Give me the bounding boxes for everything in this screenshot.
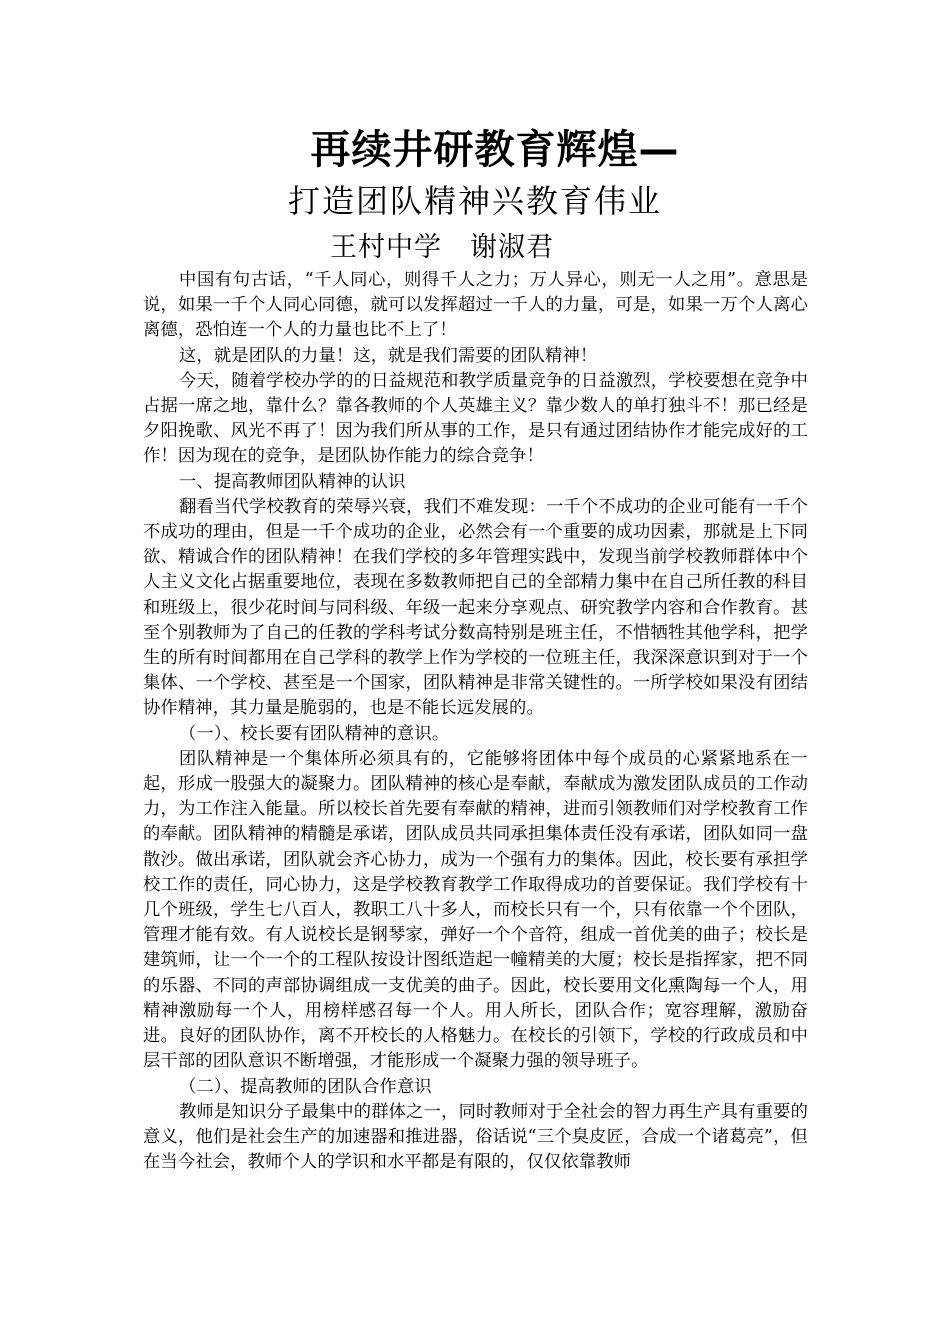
paragraph: 翻看当代学校教育的荣辱兴衰，我们不难发现：一千个不成功的企业可能有一千个不成功的理由，但是一千个成功的企业，必然会有一个重要的成功因素，那就是上下同欲、精诚合作的团队精神！在我们学校的多年管理实践中，发现当前学校教师群体中个人主义文化占据重要地位，表现在多数教师把自己的全部精力集中在自己所任教的科目和班级上，很少花时间与同科级、年级一起来分享观点、研究教学内容和合作教育。甚至个别教师为了自己的任教的学科考试分数高特别是班主任，不惜牺牲其他学科，把学生的所有时间都用在自己学科的教学上作为学校的一位班主任，我深深意识到对于一个集体、一个学校、甚至是一个国家，团队精神是非常关键性的。一所学校如果没有团结协作精神，其力量是脆弱的，也是不能长远发展的。: [143, 496, 808, 719]
document-title: 再续井研教育辉煌—: [310, 127, 680, 173]
document-body: [143, 268, 808, 1175]
document-subtitle: 打造团队精神兴教育伟业: [287, 182, 662, 220]
subsection-heading: （一）、校长要有团队精神的意识。: [179, 723, 450, 744]
paragraph: 教师是知识分子最集中的群体之一，同时教师对于全社会的智力再生产具有重要的意义，他们是社会生产的加速器和推进器，俗话说“三个臭皮匠，合成一个诸葛亮”，但在当今社会，教师个人的学识和水平都是有限的，仅仅依靠教师: [143, 1101, 808, 1173]
subsection-heading: （二）、提高教师的团队合作意识: [179, 1076, 432, 1097]
paragraph: 团队精神是一个集体所必须具有的，它能够将团体中每个成员的心紧紧地系在一起，形成一股强大的凝聚力。团队精神的核心是奉献，奉献成为激发团队成员的工作动力，为工作注入能量。所以校长首先要有奉献的精神，进而引领教师们对学校教育工作的奉献。团队精神的精髓是承诺，团队成员共同承担集体责任没有承诺，团队如同一盘散沙。做出承诺，团队就会齐心协力，成为一个强有力的集体。因此，校长要有承担学校工作的责任，同心协力，这是学校教育教学工作取得成功的首要保证。我们学校有十几个班级，学生七八百人，教职工八十多人，而校长只有一个，只有依靠一个个团队，管理才能有效。有人说校长是钢琴家，弹好一个个音符，组成一首优美的曲子；校长是建筑师，让一个一个的工程队按设计图纸造起一幢精美的大厦；校长是指挥家，把不同的乐器、不同的声部协调组成一支优美的曲子。因此，校长要用文化熏陶每一个人，用精神激励每一个人，用榜样感召每一个人。用人所长，团队合作；宽容理解，激励奋进。良好的团队协作，离不开校长的人格魅力。在校长的引领下，学校的行政成员和中层干部的团队意识不断增强，才能形成一个凝聚力强的领导班子。: [143, 748, 808, 1072]
section-heading: 一、提高教师团队精神的认识: [179, 471, 406, 492]
paragraph: 今天，随着学校办学的的日益规范和教学质量竞争的日益激烈，学校要想在竞争中占据一席之地，靠什么？靠各教师的个人英雄主义？靠少数人的单打独斗不！那已经是夕阳挽歌、风光不再了！因为我们所从事的工作，是只有通过团结协作才能完成好的工作！因为现在的竞争，是团队协作能力的综合竞争！: [143, 370, 808, 467]
paragraph: 中国有句古话，“千人同心，则得千人之力；万人异心，则无一人之用”。意思是说，如果一千个人同心同德，就可以发挥超过一千人的力量，可是，如果一万个人离心离德，恐怕连一个人的力量也比不上了！: [143, 270, 808, 341]
paragraph: 这，就是团队的力量！这，就是我们需要的团队精神！: [179, 345, 598, 366]
document-author: 王村中学 谢淑君: [330, 232, 554, 263]
